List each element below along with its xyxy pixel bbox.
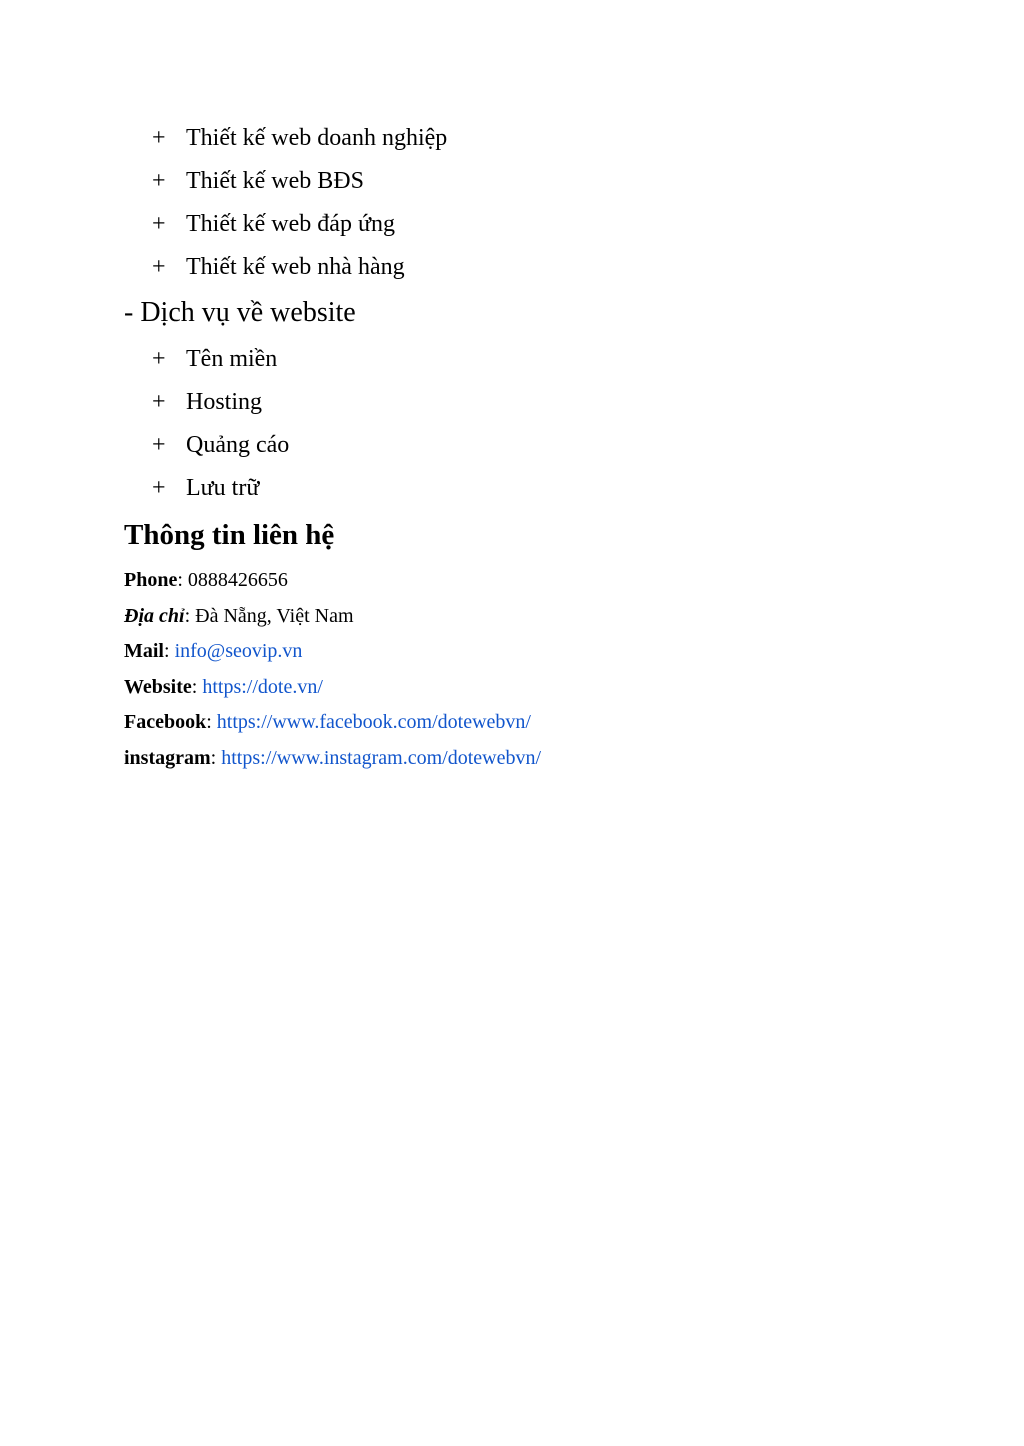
instagram-label: instagram	[124, 746, 211, 769]
plus-bullet: +	[152, 389, 166, 415]
list-item	[152, 424, 289, 467]
mail-label: Mail	[124, 640, 164, 662]
facebook-row	[124, 705, 541, 741]
contact-title: Thông tin liên hệ	[124, 519, 335, 551]
list-item	[152, 338, 289, 381]
facebook-link[interactable]: https://www.facebook.com/dotewebvn/	[216, 711, 531, 733]
list-item	[152, 381, 289, 424]
plus-bullet: +	[152, 432, 166, 458]
list-item-label: Thiết kế web nhà hàng	[186, 254, 405, 280]
mail-row	[124, 634, 541, 670]
plus-bullet: +	[152, 168, 166, 194]
services-heading: - Dịch vụ về website	[124, 297, 356, 328]
web-design-list	[152, 117, 447, 289]
list-item	[152, 467, 289, 510]
list-item	[152, 203, 447, 246]
phone-label: Phone	[124, 569, 178, 591]
list-item-label: Thiết kế web đáp ứng	[186, 211, 395, 237]
phone-value: 0888426656	[187, 569, 288, 591]
address-label: Địa chỉ	[124, 604, 185, 627]
plus-bullet: +	[152, 346, 166, 372]
phone-row	[124, 563, 541, 599]
list-item-label: Hosting	[186, 389, 263, 415]
plus-bullet: +	[152, 125, 166, 151]
website-link[interactable]: https://dote.vn/	[202, 675, 323, 698]
list-item-label: Thiết kế web BĐS	[186, 168, 364, 194]
separator: :	[177, 569, 188, 591]
list-item-label: Tên miền	[186, 346, 278, 372]
contact-info	[124, 563, 541, 776]
plus-bullet: +	[152, 211, 166, 237]
separator: :	[191, 675, 203, 698]
separator: :	[184, 604, 196, 627]
list-item-label: Quảng cáo	[186, 432, 290, 458]
facebook-label: Facebook	[124, 711, 207, 733]
services-list	[152, 338, 289, 510]
plus-bullet: +	[152, 254, 166, 280]
mail-link[interactable]: info@seovip.vn	[174, 640, 303, 662]
list-item	[152, 246, 447, 289]
list-item-label: Thiết kế web doanh nghiệp	[186, 125, 448, 151]
instagram-link[interactable]: https://www.instagram.com/dotewebvn/	[221, 746, 541, 769]
separator: :	[164, 640, 175, 662]
separator: :	[210, 746, 222, 769]
list-item	[152, 117, 447, 160]
list-item-label: Lưu trữ	[186, 475, 260, 501]
list-item	[152, 160, 447, 203]
address-value: Đà Nẵng, Việt Nam	[195, 604, 354, 627]
website-row	[124, 670, 541, 706]
address-row	[124, 599, 541, 635]
separator: :	[206, 711, 217, 733]
website-label: Website	[124, 675, 192, 698]
instagram-row	[124, 741, 541, 777]
plus-bullet: +	[152, 475, 166, 501]
